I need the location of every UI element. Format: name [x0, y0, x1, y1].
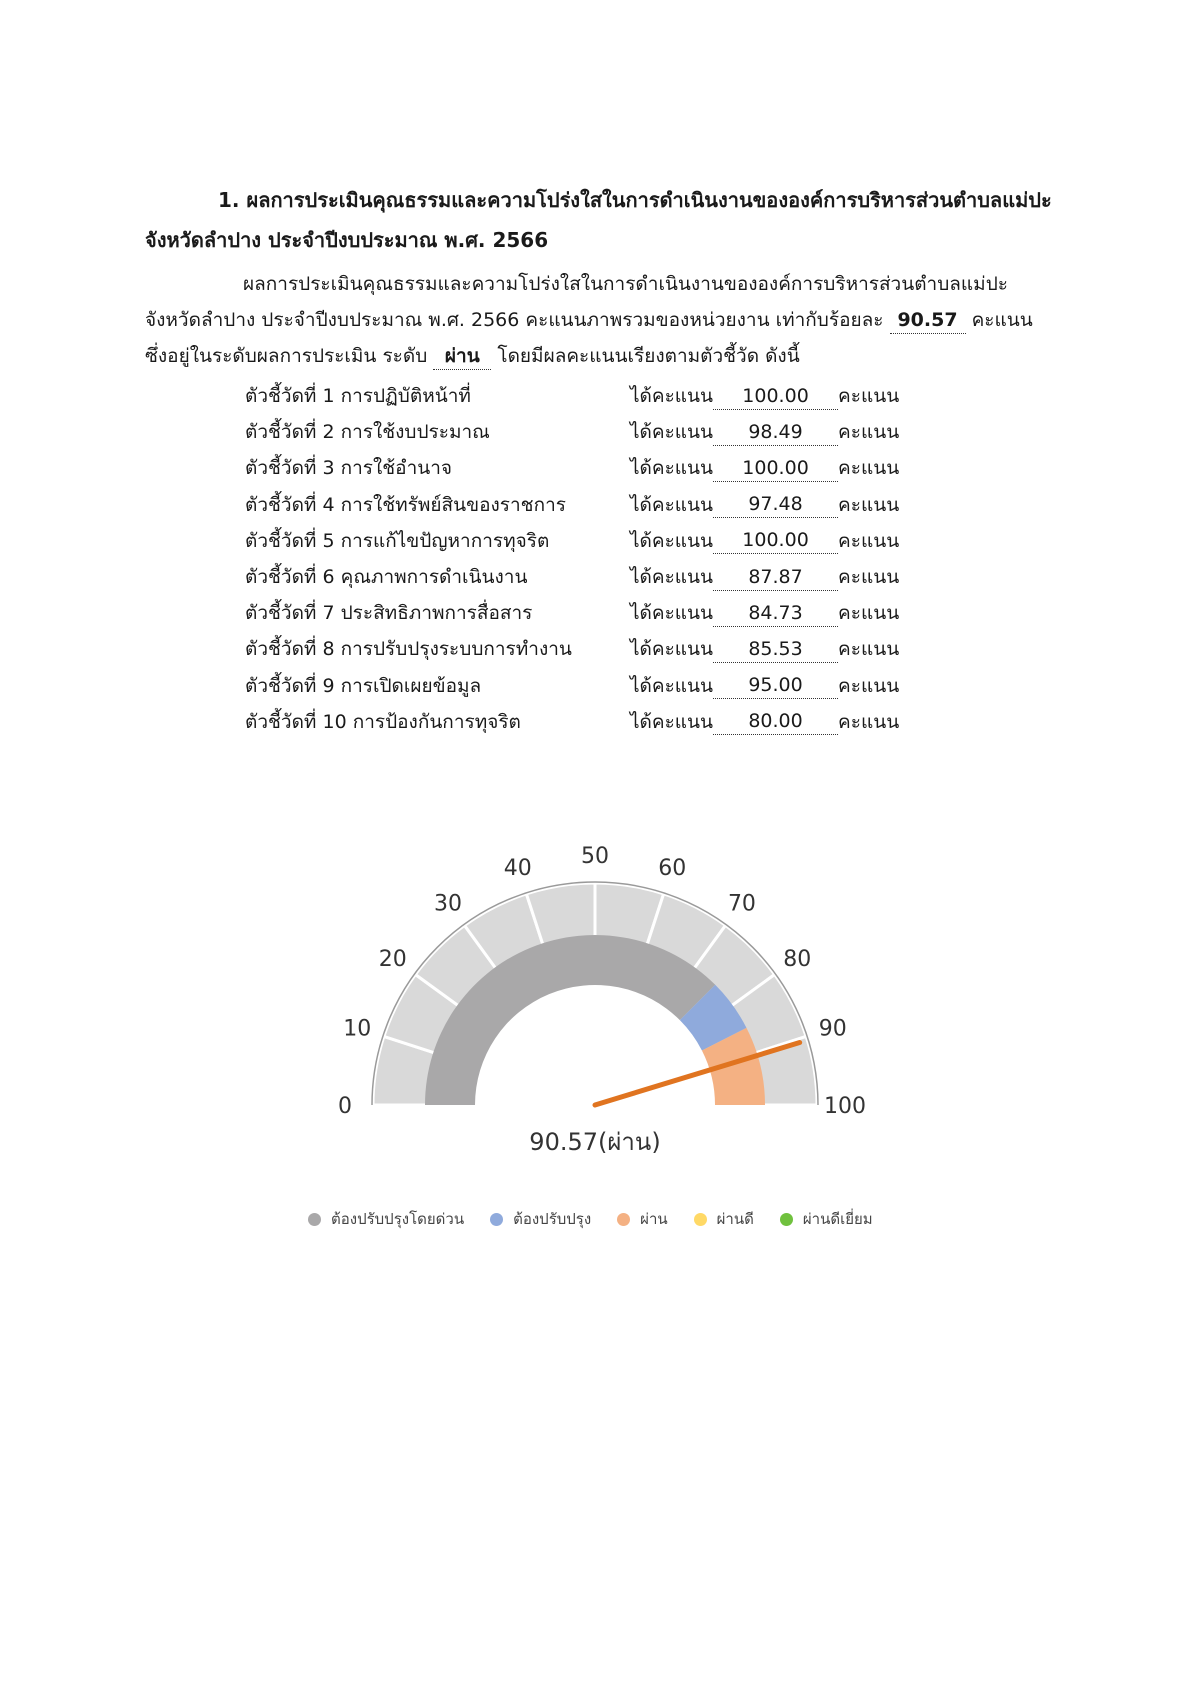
gauge-tick-label: 20 [378, 947, 407, 973]
indicator-score-label: ได้คะแนน [630, 674, 714, 697]
indicator-score-label: ได้คะแนน [630, 529, 714, 552]
indicator-score-value: 100.00 [713, 455, 838, 482]
indicator-score-unit: คะแนน [838, 493, 900, 516]
gauge-tick-label: 10 [343, 1016, 372, 1042]
legend-color-dot [694, 1213, 707, 1226]
summary-paragraph [145, 266, 1075, 374]
indicator-score-label: ได้คะแนน [630, 385, 714, 408]
indicator-score-unit: คะแนน [838, 457, 900, 480]
indicator-row [245, 631, 899, 667]
indicator-row [245, 378, 899, 414]
legend-item [308, 1207, 464, 1231]
indicator-score-unit: คะแนน [838, 638, 900, 661]
indicator-score-group [630, 490, 899, 520]
indicator-row [245, 559, 899, 595]
paragraph-line-3-suffix: โดยมีผลคะแนนเรียงตามตัวชี้วัด ดังนี้ [497, 345, 800, 367]
indicator-score-group [630, 381, 899, 411]
gauge-tick-label: 70 [727, 891, 756, 917]
indicator-score-label: ได้คะแนน [630, 493, 714, 516]
indicator-score-value: 85.53 [713, 636, 838, 663]
paragraph-line-3 [145, 338, 1075, 374]
indicator-row [245, 450, 899, 486]
indicator-score-unit: คะแนน [838, 421, 900, 444]
indicator-name: ตัวชี้วัดที่ 3 การใช้อำนาจ [245, 457, 453, 480]
indicator-name: ตัวชี้วัดที่ 9 การเปิดเผยข้อมูล [245, 674, 482, 697]
indicator-score-label: ได้คะแนน [630, 457, 714, 480]
indicator-score-group [630, 526, 899, 556]
indicator-score-group [630, 453, 899, 483]
indicator-score-unit: คะแนน [838, 385, 900, 408]
indicator-score-label: ได้คะแนน [630, 638, 714, 661]
indicator-score-unit: คะแนน [838, 602, 900, 625]
legend-item [490, 1207, 591, 1231]
legend-color-dot [780, 1213, 793, 1226]
indicator-list [245, 378, 899, 740]
indicator-name: ตัวชี้วัดที่ 6 คุณภาพการดำเนินงาน [245, 566, 528, 589]
indicator-name: ตัวชี้วัดที่ 7 ประสิทธิภาพการสื่อสาร [245, 602, 533, 625]
indicator-score-value: 98.49 [713, 419, 838, 446]
indicator-score-group [630, 707, 899, 737]
gauge-tick-label: 0 [338, 1094, 352, 1119]
gauge-tick-label: 50 [581, 844, 609, 869]
paragraph-line-2-suffix: คะแนน [971, 309, 1033, 331]
indicator-name: ตัวชี้วัดที่ 10 การป้องกันการทุจริต [245, 710, 521, 733]
heading-line-1: 1. ผลการประเมินคุณธรรมและความโปร่งใสในการดำเนินงานขององค์การบริหารส่วนตำบลแม่ปะ [218, 188, 1052, 212]
legend-label: ผ่าน [640, 1210, 668, 1228]
indicator-score-value: 80.00 [713, 708, 838, 735]
indicator-score-unit: คะแนน [838, 529, 900, 552]
indicator-score-value: 87.87 [713, 564, 838, 591]
overall-score: 90.57 [890, 307, 966, 334]
indicator-score-label: ได้คะแนน [630, 602, 714, 625]
indicator-score-group [630, 562, 899, 592]
legend-label: ผ่านดีเยี่ยม [802, 1210, 873, 1228]
indicator-score-value: 97.48 [713, 491, 838, 518]
indicator-row [245, 595, 899, 631]
indicator-name: ตัวชี้วัดที่ 2 การใช้งบประมาณ [245, 421, 490, 444]
legend-item [694, 1207, 754, 1231]
legend-label: ผ่านดี [716, 1210, 754, 1228]
indicator-score-unit: คะแนน [838, 710, 900, 733]
paragraph-line-1: ผลการประเมินคุณธรรมและความโปร่งใสในการดำเนินงานขององค์การบริหารส่วนตำบลแม่ปะ [243, 273, 1008, 295]
indicator-row [245, 523, 899, 559]
gauge-tick-label: 80 [783, 947, 812, 973]
legend-item [617, 1207, 667, 1231]
indicator-name: ตัวชี้วัดที่ 4 การใช้ทรัพย์สินของราชการ [245, 493, 566, 516]
gauge-tick-label: 30 [434, 891, 463, 917]
indicator-score-unit: คะแนน [838, 566, 900, 589]
indicator-row [245, 668, 899, 704]
indicator-score-label: ได้คะแนน [630, 710, 714, 733]
indicator-score-label: ได้คะแนน [630, 566, 714, 589]
legend-item [780, 1207, 873, 1231]
indicator-name: ตัวชี้วัดที่ 5 การแก้ไขปัญหาการทุจริต [245, 529, 550, 552]
indicator-row [245, 704, 899, 740]
indicator-name: ตัวชี้วัดที่ 8 การปรับปรุงระบบการทำงาน [245, 638, 572, 661]
indicator-name: ตัวชี้วัดที่ 1 การปฏิบัติหน้าที่ [245, 385, 471, 408]
indicator-row [245, 487, 899, 523]
section-heading [145, 180, 1065, 260]
paragraph-line-3-prefix: ซึ่งอยู่ในระดับผลการประเมิน ระดับ [145, 345, 428, 367]
legend-color-dot [308, 1213, 321, 1226]
heading-line-2: จังหวัดลำปาง ประจำปีงบประมาณ พ.ศ. 2566 [145, 228, 549, 252]
paragraph-line-2 [145, 302, 1075, 338]
indicator-row [245, 414, 899, 450]
gauge-tick-label: 60 [658, 856, 687, 882]
indicator-score-value: 95.00 [713, 672, 838, 699]
gauge-tick-label: 40 [503, 856, 532, 882]
gauge-legend [308, 1207, 899, 1231]
assessment-level: ผ่าน [433, 343, 491, 370]
indicator-score-unit: คะแนน [838, 674, 900, 697]
paragraph-line-2-prefix: จังหวัดลำปาง ประจำปีงบประมาณ พ.ศ. 2566 คะแนนภาพรวมของหน่วยงาน เท่ากับร้อยละ [145, 309, 884, 331]
indicator-score-label: ได้คะแนน [630, 421, 714, 444]
indicator-score-group [630, 417, 899, 447]
gauge-tick-label: 90 [818, 1016, 847, 1042]
indicator-score-value: 84.73 [713, 600, 838, 627]
legend-color-dot [490, 1213, 503, 1226]
indicator-score-group [630, 598, 899, 628]
score-gauge [0, 820, 1190, 1200]
gauge-value-label: 90.57(ผ่าน) [529, 1128, 661, 1156]
gauge-tick-label: 100 [824, 1094, 866, 1119]
indicator-score-value: 100.00 [713, 527, 838, 554]
legend-color-dot [617, 1213, 630, 1226]
legend-label: ต้องปรับปรุง [513, 1210, 592, 1228]
indicator-score-value: 100.00 [713, 383, 838, 410]
legend-label: ต้องปรับปรุงโดยด่วน [331, 1210, 465, 1228]
indicator-score-group [630, 671, 899, 701]
indicator-score-group [630, 634, 899, 664]
